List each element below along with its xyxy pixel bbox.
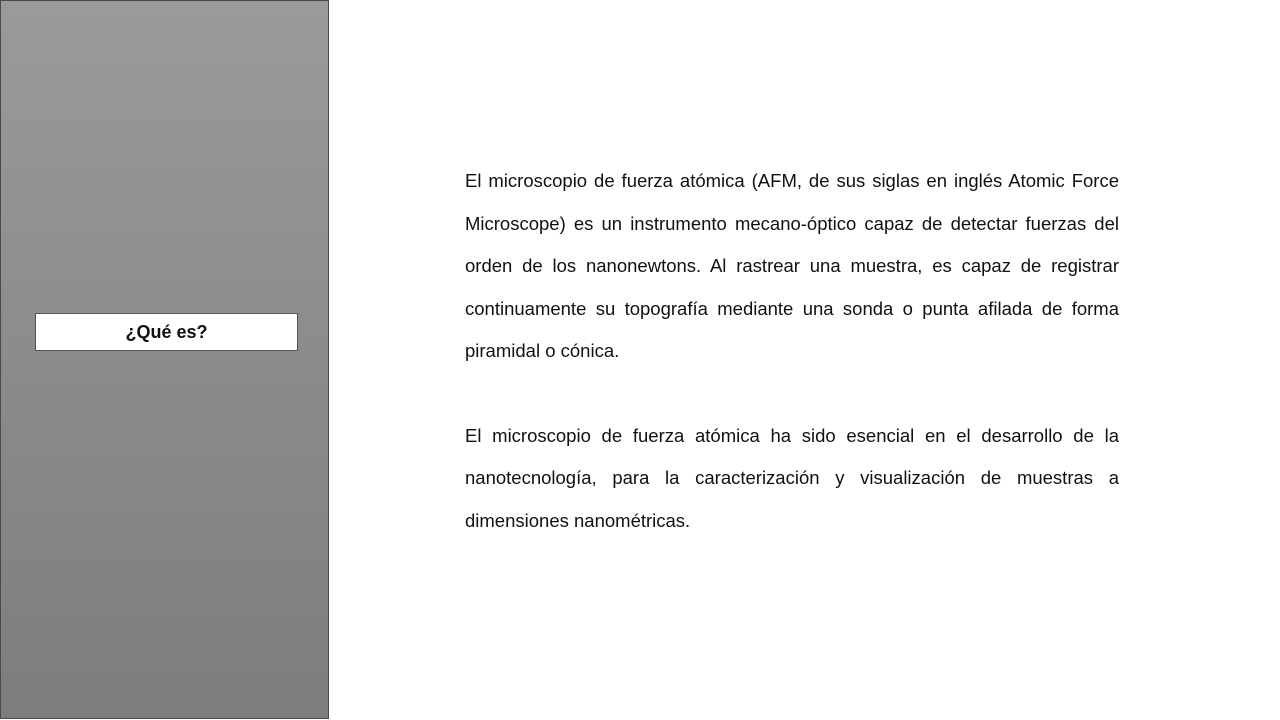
paragraph-definition: El microscopio de fuerza atómica (AFM, de sus siglas en inglés Atomic Force Microscope) es un instrumento mecano-óptico capaz de detectar fuerzas del orden de los nanonewtons. Al rastrear una muestra, es capaz de registrar continuamente su topografía mediante una sonda o punta afilada de forma piramidal o cónica. <box>465 170 1119 361</box>
side-panel <box>0 0 329 719</box>
paragraph-importance: El microscopio de fuerza atómica ha sido esencial en el desarrollo de la nanotecnología, para la caracterización y visualización de muestras a dimensiones nanométricas. <box>465 424 1119 531</box>
section-title: ¿Qué es? <box>35 313 298 351</box>
content-body <box>465 160 1119 542</box>
